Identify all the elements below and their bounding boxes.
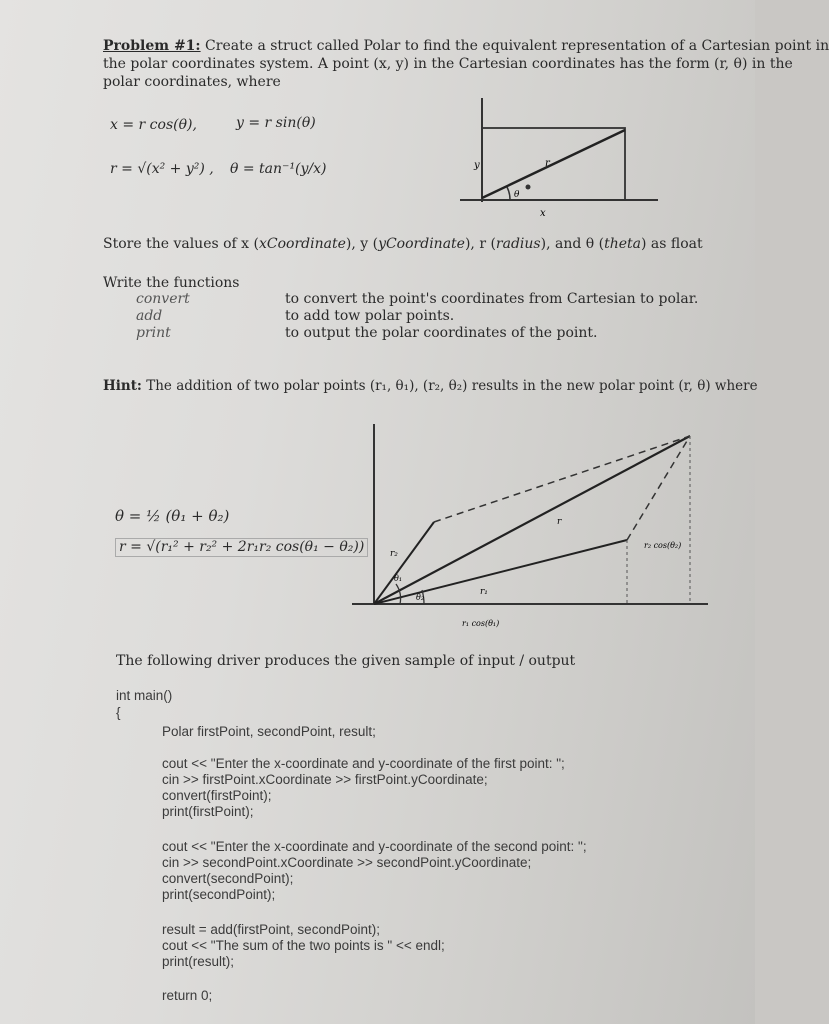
vector-r1 bbox=[374, 540, 627, 604]
triangle-figure bbox=[440, 98, 660, 220]
formula-y: y = r sin(θ) bbox=[236, 115, 316, 131]
store-mid-1: ), y ( bbox=[345, 236, 379, 252]
code-line-cin-2: cin >> secondPoint.xCoordinate >> secondPoint.yCoordinate; bbox=[162, 855, 532, 870]
problem-text-1: Create a struct called Polar to find the equivalent representation of a Cartesian point in bbox=[205, 38, 829, 54]
code-line-brace: { bbox=[116, 705, 121, 720]
label-x: x bbox=[540, 208, 546, 219]
function-name-add: add bbox=[136, 308, 163, 324]
label-r: r bbox=[545, 158, 550, 169]
label-theta-2: θ₂ bbox=[416, 593, 425, 602]
hint-label: Hint: bbox=[103, 378, 142, 394]
code-line-print-3: print(result); bbox=[162, 954, 235, 969]
functions-title: Write the functions bbox=[103, 275, 240, 291]
resultant-vector bbox=[374, 436, 690, 604]
dashed-top-line bbox=[434, 436, 690, 522]
label-theta: θ bbox=[514, 190, 520, 200]
store-suffix: ) as float bbox=[641, 236, 703, 252]
function-desc-convert: to convert the point's coordinates from Cartesian to polar. bbox=[285, 291, 699, 307]
code-line-cout-2: cout << "Enter the x-coordinate and y-coordinate of the second point: "; bbox=[162, 839, 587, 854]
problem-line-1 bbox=[103, 38, 829, 55]
vector-addition-figure bbox=[352, 418, 712, 638]
code-line-print-1: print(firstPoint); bbox=[162, 804, 254, 819]
code-line-cout-1: cout << "Enter the x-coordinate and y-coordinate of the first point: "; bbox=[162, 756, 565, 771]
store-ycoordinate: yCoordinate bbox=[378, 236, 465, 252]
label-theta-1: θ₁ bbox=[394, 574, 403, 583]
code-line-cout-3: cout << "The sum of the two points is " << endl; bbox=[162, 938, 445, 953]
function-name-convert: convert bbox=[136, 291, 190, 307]
code-line-convert-2: convert(secondPoint); bbox=[162, 871, 294, 886]
code-line-convert-1: convert(firstPoint); bbox=[162, 788, 272, 803]
code-line-cin-1: cin >> firstPoint.xCoordinate >> firstPoint.yCoordinate; bbox=[162, 772, 488, 787]
label-y: y bbox=[474, 160, 480, 171]
angle-arc-t1 bbox=[396, 584, 401, 604]
label-r: r bbox=[557, 517, 562, 527]
label-r1: r₁ bbox=[480, 587, 488, 597]
formula-r: r = √(x² + y²) , bbox=[110, 161, 214, 177]
angle-arc bbox=[507, 187, 510, 200]
store-mid-2: ), r ( bbox=[464, 236, 496, 252]
hint-formula-theta: θ = ½ (θ₁ + θ₂) bbox=[115, 507, 230, 525]
code-line-add: result = add(firstPoint, secondPoint); bbox=[162, 922, 380, 937]
code-line-decl: Polar firstPoint, secondPoint, result; bbox=[162, 724, 376, 739]
driver-text: The following driver produces the given sample of input / output bbox=[116, 653, 576, 669]
function-desc-add: to add tow polar points. bbox=[285, 308, 455, 324]
problem-heading: Problem #1: bbox=[103, 38, 201, 54]
store-mid-3: ), and θ ( bbox=[540, 236, 605, 252]
function-name-print: print bbox=[136, 325, 171, 341]
store-line bbox=[103, 236, 703, 253]
problem-line-3: polar coordinates, where bbox=[103, 74, 281, 90]
radius-line bbox=[482, 130, 625, 198]
code-line-return: return 0; bbox=[162, 988, 213, 1003]
formula-x: x = r cos(θ), bbox=[110, 117, 197, 133]
label-r1-cos: r₁ cos(θ₁) bbox=[462, 619, 500, 628]
function-desc-print: to output the polar coordinates of the point. bbox=[285, 325, 598, 341]
hint-text: The addition of two polar points (r₁, θ₁), (r₂, θ₂) results in the new polar point (r, θ) where bbox=[146, 378, 758, 394]
hint-line bbox=[103, 378, 758, 395]
store-xcoordinate: xCoordinate bbox=[259, 236, 346, 252]
theta-dot bbox=[526, 185, 531, 190]
code-line-print-2: print(secondPoint); bbox=[162, 887, 276, 902]
hint-formula-r: r = √(r₁² + r₂² + 2r₁r₂ cos(θ₁ − θ₂)) bbox=[115, 538, 368, 557]
store-prefix: Store the values of x ( bbox=[103, 236, 259, 252]
label-r2: r₂ bbox=[390, 549, 398, 559]
problem-line-2: the polar coordinates system. A point (x, y) in the Cartesian coordinates has the form (r, θ) in the bbox=[103, 56, 793, 72]
formula-theta: θ = tan⁻¹(y/x) bbox=[230, 161, 327, 177]
store-radius: radius bbox=[495, 236, 541, 252]
store-theta: theta bbox=[604, 236, 641, 252]
code-line-main: int main() bbox=[116, 688, 173, 703]
label-r2-cos: r₂ cos(θ₂) bbox=[644, 541, 682, 550]
